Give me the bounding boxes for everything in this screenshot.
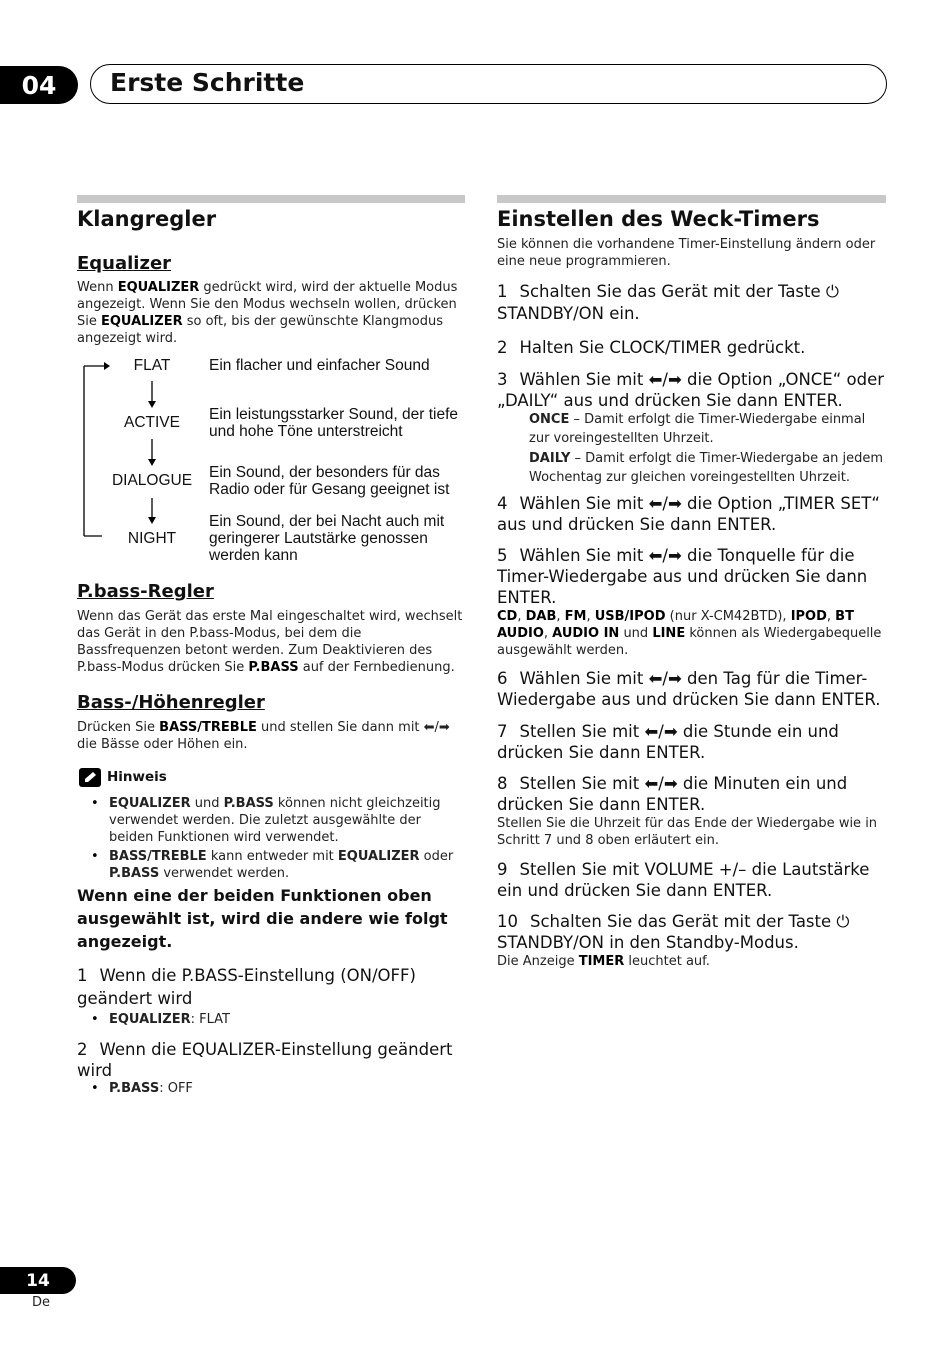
eq-mode-night: NIGHT [127, 530, 177, 547]
timer-step-8: 8 Stellen Sie mit ⬅/➡ die Minuten ein und drücken Sie dann ENTER. [497, 774, 848, 814]
heading-pbass: P.bass-Regler [77, 581, 214, 602]
timer-step-1: 1 Schalten Sie das Gerät mit der Taste ⏻ STANDBY/ON ein. [497, 282, 839, 323]
timer-step-5-sources: CD, DAB, FM, USB/IPOD (nur X-CM42BTD), IPOD, BT AUDIO, AUDIO IN und LINE können als Wiedergabequelle ausgewählt werden. [497, 609, 882, 658]
heading-equalizer: Equalizer [77, 253, 172, 274]
timer-step-2: 2 Halten Sie CLOCK/TIMER gedrückt. [497, 338, 806, 357]
page-number-badge: 14 [0, 1267, 76, 1294]
eq-desc-flat: Ein flacher und einfacher Sound [209, 357, 430, 374]
heading-bass-treble: Bass-/Höhenregler [77, 692, 265, 713]
timer-step-8-note: Stellen Sie die Uhrzeit für das Ende der Wiedergabe wie in Schritt 7 und 8 oben erläutert ein. [497, 816, 878, 848]
eq-desc-night: Ein Sound, der bei Nacht auch mit geringerer Lautstärke genossen werden kann [209, 513, 445, 564]
note-pencil-icon [79, 768, 101, 787]
timer-step-7: 7 Stellen Sie mit ⬅/➡ die Stunde ein und drücken Sie dann ENTER. [497, 722, 839, 762]
note-item: • EQUALIZER und P.BASS können nicht gleichzeitig verwendet werden. Die zuletzt ausgewählte der beiden Funktionen wird verwendet. [109, 795, 469, 846]
timer-intro: Sie können die vorhandene Timer-Einstellung ändern oder eine neue programmieren. [497, 237, 876, 269]
bass-treble-description: Drücken Sie BASS/TREBLE und stellen Sie dann mit ⬅/➡ die Bässe oder Höhen ein. [77, 720, 450, 752]
equalizer-cycle-diagram [80, 356, 190, 546]
case-2-item: • P.BASS: OFF [109, 1080, 193, 1097]
equalizer-description: Wenn EQUALIZER gedrückt wird, wird der aktuelle Modus angezeigt. Wenn Sie den Modus wechseln wollen, drücken Sie EQUALIZER so oft, bis der gewünschte Klangmodus angezeigt wird. [77, 280, 458, 346]
eq-desc-dialogue: Ein Sound, der besonders für das Radio oder für Gesang geeignet ist [209, 464, 450, 498]
case-2-heading: 2 Wenn die EQUALIZER-Einstellung geändert wird [77, 1040, 453, 1080]
eq-desc-active: Ein leistungsstarker Sound, der tiefe und hohe Töne unterstreicht [209, 406, 458, 440]
chapter-number-badge: 04 [0, 66, 78, 104]
note-list [77, 795, 469, 884]
case-1-list [77, 1011, 230, 1030]
note-item: • BASS/TREBLE kann entweder mit EQUALIZER oder P.BASS verwendet werden. [109, 848, 469, 882]
section-title-weck-timer: Einstellen des Weck-Timers [497, 207, 820, 231]
timer-daily-note: DAILY – Damit erfolgt die Timer-Wiedergabe an jedem Wochentag zur gleichen voreingestellten Uhrzeit. [529, 451, 884, 485]
timer-step-6: 6 Wählen Sie mit ⬅/➡ den Tag für die Timer-Wiedergabe aus und drücken Sie dann ENTER. [497, 669, 881, 709]
timer-step-3: 3 Wählen Sie mit ⬅/➡ die Option „ONCE“ oder „DAILY“ aus und drücken Sie dann ENTER. [497, 370, 885, 410]
case-2-list [77, 1080, 193, 1099]
section-title-klangregler: Klangregler [77, 207, 217, 231]
case-1-heading: 1 Wenn die P.BASS-Einstellung (ON/OFF) geändert wird [77, 966, 416, 1008]
timer-step-4: 4 Wählen Sie mit ⬅/➡ die Option „TIMER SET“ aus und drücken Sie dann ENTER. [497, 494, 880, 534]
note-title: Hinweis [107, 769, 167, 785]
eq-mode-flat: FLAT [133, 357, 171, 374]
eq-mode-active: ACTIVE [124, 414, 180, 431]
timer-step-10-note: Die Anzeige TIMER leuchtet auf. [497, 954, 710, 969]
language-code: De [32, 1295, 51, 1310]
timer-once-note: ONCE – Damit erfolgt die Timer-Wiedergabe einmal zur voreingestellten Uhrzeit. [529, 412, 866, 446]
case-1-item: • EQUALIZER: FLAT [109, 1011, 230, 1028]
timer-step-9: 9 Stellen Sie mit VOLUME +/– die Lautstärke ein und drücken Sie dann ENTER. [497, 860, 870, 900]
eq-mode-dialogue: DIALOGUE [111, 472, 193, 489]
section-bar-right [497, 195, 886, 203]
timer-step-10: 10 Schalten Sie das Gerät mit der Taste ⏻ STANDBY/ON in den Standby-Modus. [497, 912, 850, 952]
timer-step-5: 5 Wählen Sie mit ⬅/➡ die Tonquelle für die Timer-Wiedergabe aus und drücken Sie dann ENTER. [497, 546, 868, 607]
chapter-title: Erste Schritte [110, 68, 305, 97]
section-bar-left [77, 195, 465, 203]
functions-bold-paragraph: Wenn eine der beiden Funktionen oben ausgewählt ist, wird die andere wie folgt angezeigt. [77, 886, 448, 951]
pbass-description: Wenn das Gerät das erste Mal eingeschaltet wird, wechselt das Gerät in den P.bass-Modus, bei dem die Bassfrequenzen betont werden. Zum Deaktivieren des P.bass-Modus drücken Sie P.BASS auf der Fernbedienung. [77, 609, 463, 675]
